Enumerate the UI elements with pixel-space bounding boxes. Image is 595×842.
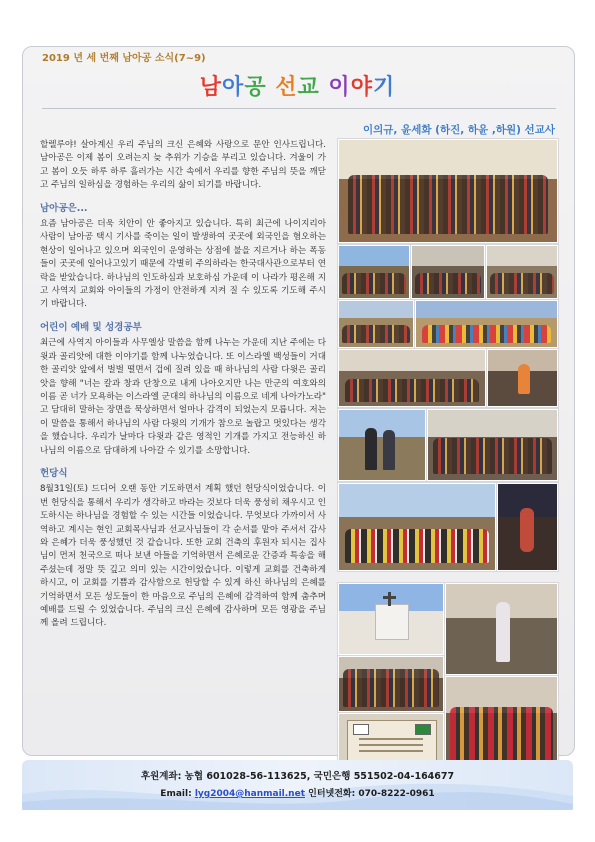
photo-worship-hall <box>486 245 558 299</box>
title-char: 공 <box>244 75 276 100</box>
photo-missionary-family <box>338 409 426 481</box>
photo-congregation <box>338 139 558 243</box>
title-char: 이 <box>328 75 351 100</box>
section-heading-south-africa: 남아공은... <box>40 202 88 214</box>
email-label: Email: <box>160 789 192 799</box>
section-heading-children-worship: 어린이 예배 및 성경공부 <box>40 321 142 333</box>
title-char: 남 <box>199 75 223 100</box>
issue-label: 2019 년 세 번째 남아공 소식(7~9) <box>42 53 206 64</box>
title-char: 야 <box>350 75 373 100</box>
title-char: 기 <box>372 75 396 100</box>
email-link[interactable]: lyg2004@hanmail.net <box>194 789 305 799</box>
photo-church-interior <box>427 409 558 481</box>
photo-congregation-seated <box>338 656 444 712</box>
photo-kids-yard <box>338 300 414 348</box>
photo-group-outdoor <box>338 483 496 571</box>
photo-worship-leader <box>445 583 558 675</box>
photo-outdoor-kids <box>338 245 410 299</box>
article-column <box>40 139 326 640</box>
photo-dancing-congregation <box>445 676 558 773</box>
photo-kids-group <box>411 245 485 299</box>
photo-church-building <box>338 583 444 655</box>
section-heading-dedication: 헌당식 <box>40 467 68 479</box>
title-divider <box>42 108 556 109</box>
title-char: 선 <box>275 75 298 100</box>
section-text-south-africa: 요즘 남아공은 더욱 치안이 안 좋아지고 있습니다. 특히 최근에 나이지리아 사람이 남아공 택시 기사를 죽이는 일이 발생하여 곳곳에 외국인을 혐오하는 현상이 일어나고 있으며 외국인이 운영하는 상점에 불을 지르거나 하는 폭동들이 곳곳에 일어나고있기 때문에 각별히 주의하라는 한국대사관으로부터 연락을 받았습니다. 하나님의 인도하심과 보호하심 가운데 이 나라가 평온해 지고 사역지 교회와 아이들의 가정이 안전하게 지켜 질 수 있도록 기도해 주시기 바랍니다. <box>40 219 326 310</box>
section-text-dedication: 8월31일(토) 드디어 오랜 동안 기도하면서 계획 했던 헌당식이었습니다. 이번 헌당식을 통해서 우리가 생각하고 바라는 것보다 더욱 풍성히 채우시고 인도하시는 하나님을 경험할 수 있는 시간들 이었습니다. 무엇보다 가까이서 사역하고 계시는 현인 교회목사님과 선교사님들이 각 순서를 맡아 주셔서 감사와 은혜가 더욱 풍성했던 것 같습니다. 또한 교회 건축의 후원자 되시는 집사님이 먼저 천국으로 떠나 보낸 아들을 기억하면서 은혜로운 간증과 특송을 해주셨는데 정말 뜻 깊고 의미 있는 시간이었습니다. 이렇게 교회를 건축하게 하시고, 이 교회를 기쁨과 감사함으로 헌당할 수 있게 하신 하나님의 은혜를 기억하면서 모든 성도들이 한 마음으로 주님의 은혜에 감격하여 함께 춤추며 예배를 드릴 수 있었습니다. 주님의 크신 은혜에 감사하며 모든 영광을 주님께 올려 드립니다. <box>40 484 326 629</box>
contact-line <box>0 786 595 799</box>
photo-speaker <box>487 349 558 407</box>
missionary-names: 이의규, 윤세화 (하진, 하윤 ,하원) 선교사 <box>363 124 555 136</box>
donation-account: 후원계좌: 농협 601028-56-113625, 국민은행 551502-04-164677 <box>140 771 455 782</box>
page-title <box>0 70 595 101</box>
photo-dance <box>415 300 558 348</box>
photo-bible-study <box>338 349 486 407</box>
title-char: 교 <box>297 75 329 100</box>
intro-paragraph: 할렐루야! 살아계신 우리 주님의 크신 은혜와 사랑으로 문안 인사드립니다. 남아공은 이제 봄이 오려는지 늦 추위가 기승을 부리고 있습니다. 겨울이 가고 봄이 오듯 하루 하루 흘러가는 시간 속에서 우리를 향한 주님의 뜻을 깨닫고 주님의 일하심을 경험하는 우리의 삶이 되기를 바랍니다. <box>40 140 326 191</box>
phone-label: 인터넷전화: 070-8222-0961 <box>308 789 435 799</box>
title-char: 아 <box>222 75 245 100</box>
section-text-children-worship: 최근에 사역지 아이들과 사무엘상 말씀을 함께 나누는 가운데 지난 주에는 다윗과 골리앗에 대한 이야기를 함께 나누었습니다. 또 이스라엘 백성들이 거대한 골리앗 앞에서 벌벌 떨면서 겁에 질려 있을 때 하나님의 사람 다윗은 골리앗을 향해 "너는 칼과 창과 단창으로 내게 나아오지만 나는 만군의 여호와의 이름 곧 너가 모욕하는 이스라엘 군대의 하나님의 이름으로 네게 나아가노라" 고 담대히 말하는 장면을 묵상하면서 얼마나 감격이 되었는지 모릅니다. 저는 이 말씀을 통해서 하나님의 사람 다윗의 기개가 참으로 놀랍고 멋있다는 생각을 했습니다. 우리가 날마다 다윗과 같은 영적인 기개를 가지고 전능하신 하나님의 이름으로 담대하게 나아갈 수 있기를 소망합니다. <box>40 338 326 456</box>
photo-guitar <box>497 483 558 571</box>
